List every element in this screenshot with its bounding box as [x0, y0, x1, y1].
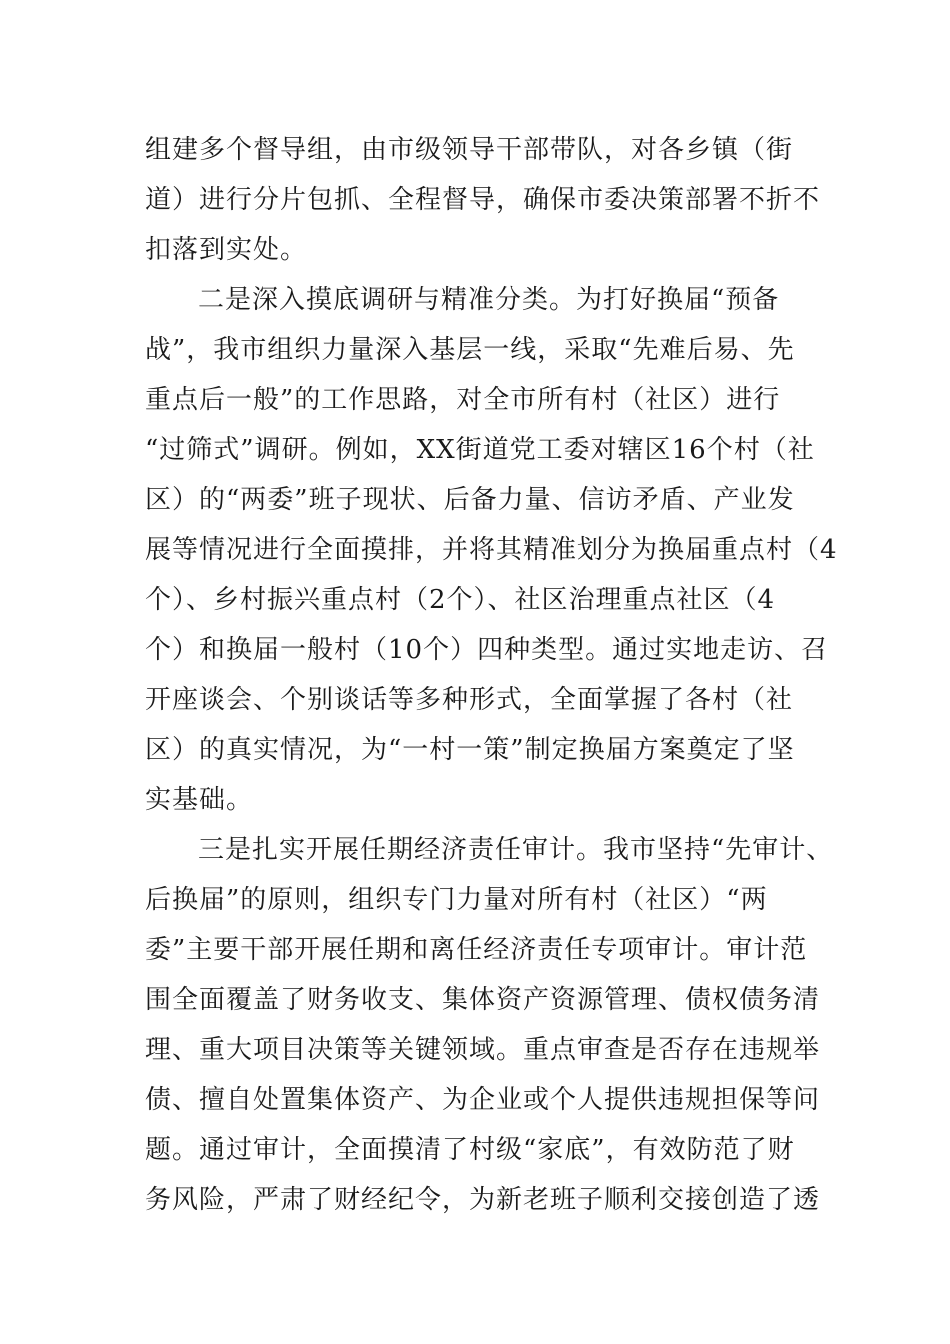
- text-line: 组建多个督导组，由市级领导干部带队，对各乡镇（街: [145, 135, 794, 165]
- text-line: 扣落到实处。: [145, 235, 308, 265]
- text-line: 务风险，严肃了财经纪令，为新老班子顺利交接创造了透: [145, 1185, 821, 1215]
- text-line: 展等情况进行全面摸排，并将其精准划分为换届重点村（4: [145, 535, 838, 565]
- text-line: 围全面覆盖了财务收支、集体资产资源管理、债权债务清: [145, 985, 821, 1015]
- text-line: 题。通过审计，全面摸清了村级“家底”，有效防范了财: [145, 1135, 795, 1165]
- paragraph-first-line: 三是扎实开展任期经济责任审计。我市坚持“先审计、: [198, 835, 834, 865]
- text-line: 开座谈会、个别谈话等多种形式，全面掌握了各村（社: [145, 685, 794, 715]
- text-line: 道）进行分片包抓、全程督导，确保市委决策部署不折不: [145, 185, 821, 215]
- text-line: 债、擅自处置集体资产、为企业或个人提供违规担保等问: [145, 1085, 821, 1115]
- text-line: 委”主要干部开展任期和离任经济责任专项审计。审计范: [145, 935, 808, 965]
- text-line: 后换届”的原则，组织专门力量对所有村（社区）“两: [145, 885, 768, 915]
- text-line: 战”，我市组织力量深入基层一线，采取“先难后易、先: [145, 335, 795, 365]
- text-line: 区）的“两委”班子现状、后备力量、信访矛盾、产业发: [145, 485, 795, 515]
- text-line: 实基础。: [145, 785, 254, 815]
- paragraph-first-line: 二是深入摸底调研与精准分类。为打好换届“预备: [198, 285, 780, 315]
- text-line: 重点后一般”的工作思路，对全市所有村（社区）进行: [145, 385, 781, 415]
- text-line: 理、重大项目决策等关键领域。重点审查是否存在违规举: [145, 1035, 821, 1065]
- text-line: 个）和换届一般村（10个）四种类型。通过实地走访、召: [145, 635, 829, 665]
- text-line: 个）、乡村振兴重点村（2个）、社区治理重点社区（4: [145, 585, 776, 615]
- text-line: “过筛式”调研。例如，XX街道党工委对辖区16个村（社: [145, 435, 815, 465]
- text-line: 区）的真实情况，为“一村一策”制定换届方案奠定了坚: [145, 735, 795, 765]
